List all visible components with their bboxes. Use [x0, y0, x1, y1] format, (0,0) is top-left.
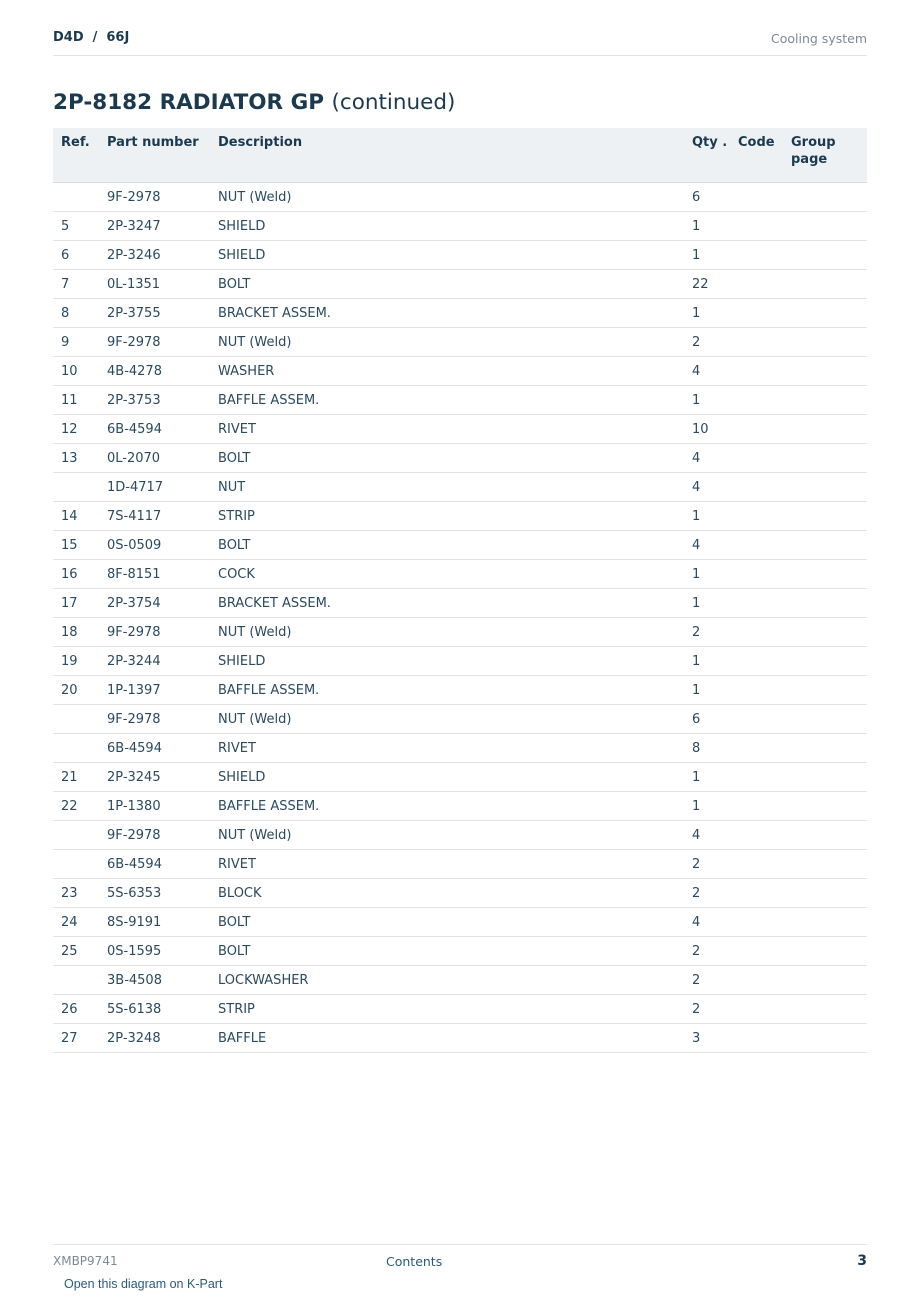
code-cell: [730, 937, 783, 966]
ref-cell: [53, 821, 99, 850]
part-number-cell: 5S-6138: [99, 995, 210, 1024]
code-cell: [730, 531, 783, 560]
page-number: 3: [857, 1253, 867, 1269]
part-number-cell: 3B-4508: [99, 966, 210, 995]
qty-cell: 3: [684, 1024, 730, 1053]
ref-cell: [53, 705, 99, 734]
code-cell: [730, 241, 783, 270]
ref-cell: 7: [53, 270, 99, 299]
ref-cell: [53, 183, 99, 212]
table-row: [53, 763, 867, 792]
col-header-group-page: Group page: [783, 128, 867, 183]
description-cell: NUT (Weld): [210, 821, 684, 850]
qty-cell: 2: [684, 879, 730, 908]
code-cell: [730, 560, 783, 589]
qty-cell: 1: [684, 241, 730, 270]
table-row: [53, 212, 867, 241]
parts-table: [53, 128, 867, 1053]
qty-cell: 2: [684, 328, 730, 357]
code-cell: [730, 763, 783, 792]
code-cell: [730, 357, 783, 386]
part-number-cell: 8F-8151: [99, 560, 210, 589]
table-row: [53, 560, 867, 589]
table-row: [53, 1024, 867, 1053]
ref-cell: 9: [53, 328, 99, 357]
group-page-cell: [783, 792, 867, 821]
description-cell: BRACKET ASSEM.: [210, 299, 684, 328]
group-page-cell: [783, 270, 867, 299]
description-cell: BAFFLE: [210, 1024, 684, 1053]
description-cell: RIVET: [210, 850, 684, 879]
part-number-cell: 4B-4278: [99, 357, 210, 386]
title-suffix: (continued): [331, 90, 456, 115]
description-cell: NUT (Weld): [210, 183, 684, 212]
group-page-cell: [783, 850, 867, 879]
part-number-cell: 2P-3248: [99, 1024, 210, 1053]
group-page-cell: [783, 879, 867, 908]
part-number-cell: 2P-3245: [99, 763, 210, 792]
code-cell: [730, 299, 783, 328]
col-header-description: Description: [210, 128, 684, 183]
table-row: [53, 444, 867, 473]
qty-cell: 1: [684, 212, 730, 241]
part-number-cell: 0S-1595: [99, 937, 210, 966]
part-number-cell: 9F-2978: [99, 821, 210, 850]
description-cell: BAFFLE ASSEM.: [210, 386, 684, 415]
code-cell: [730, 386, 783, 415]
code-cell: [730, 618, 783, 647]
description-cell: SHIELD: [210, 241, 684, 270]
ref-cell: 24: [53, 908, 99, 937]
description-cell: BOLT: [210, 937, 684, 966]
col-header-code: Code: [730, 128, 783, 183]
qty-cell: 1: [684, 792, 730, 821]
part-number-cell: 5S-6353: [99, 879, 210, 908]
group-page-cell: [783, 705, 867, 734]
group-page-cell: [783, 821, 867, 850]
table-row: [53, 270, 867, 299]
ref-cell: 16: [53, 560, 99, 589]
code-cell: [730, 676, 783, 705]
ref-cell: 21: [53, 763, 99, 792]
table-row: [53, 676, 867, 705]
table-row: [53, 879, 867, 908]
part-number-cell: 7S-4117: [99, 502, 210, 531]
part-number-cell: 2P-3246: [99, 241, 210, 270]
group-page-cell: [783, 386, 867, 415]
code-cell: [730, 473, 783, 502]
table-row: [53, 473, 867, 502]
group-title: 2P-8182 RADIATOR GP: [53, 90, 324, 115]
group-page-cell: [783, 908, 867, 937]
ref-cell: 5: [53, 212, 99, 241]
code-cell: [730, 328, 783, 357]
group-page-cell: [783, 589, 867, 618]
part-number-cell: 9F-2978: [99, 705, 210, 734]
qty-cell: 1: [684, 560, 730, 589]
table-row: [53, 502, 867, 531]
ref-cell: 27: [53, 1024, 99, 1053]
ref-cell: 14: [53, 502, 99, 531]
group-page-cell: [783, 937, 867, 966]
group-page-cell: [783, 473, 867, 502]
group-page-cell: [783, 502, 867, 531]
table-row: [53, 821, 867, 850]
table-row: [53, 241, 867, 270]
code-cell: [730, 995, 783, 1024]
qty-cell: 10: [684, 415, 730, 444]
ref-cell: 6: [53, 241, 99, 270]
parts-table-body: [53, 183, 867, 1053]
ref-cell: 22: [53, 792, 99, 821]
ref-cell: 11: [53, 386, 99, 415]
part-number-cell: 0L-1351: [99, 270, 210, 299]
group-page-cell: [783, 299, 867, 328]
group-page-cell: [783, 357, 867, 386]
description-cell: BRACKET ASSEM.: [210, 589, 684, 618]
ref-cell: 8: [53, 299, 99, 328]
qty-cell: 2: [684, 937, 730, 966]
table-row: [53, 531, 867, 560]
description-cell: NUT (Weld): [210, 328, 684, 357]
group-page-cell: [783, 531, 867, 560]
group-page-cell: [783, 763, 867, 792]
code-cell: [730, 705, 783, 734]
code-cell: [730, 589, 783, 618]
group-page-cell: [783, 241, 867, 270]
contents-link[interactable]: Contents: [386, 1254, 443, 1269]
group-page-cell: [783, 328, 867, 357]
qty-cell: 2: [684, 850, 730, 879]
qty-cell: 2: [684, 995, 730, 1024]
group-page-cell: [783, 415, 867, 444]
ref-cell: 17: [53, 589, 99, 618]
group-page-cell: [783, 183, 867, 212]
part-number-cell: 0S-0509: [99, 531, 210, 560]
qty-cell: 4: [684, 357, 730, 386]
kpart-diagram-link[interactable]: Open this diagram on K-Part: [64, 1277, 223, 1291]
serial-label: 66J: [106, 30, 130, 45]
qty-cell: 1: [684, 299, 730, 328]
qty-cell: 2: [684, 966, 730, 995]
ref-cell: 12: [53, 415, 99, 444]
table-row: [53, 589, 867, 618]
part-number-cell: 2P-3755: [99, 299, 210, 328]
ref-cell: 20: [53, 676, 99, 705]
group-page-cell: [783, 647, 867, 676]
qty-cell: 4: [684, 821, 730, 850]
ref-cell: [53, 850, 99, 879]
qty-cell: 1: [684, 763, 730, 792]
description-cell: SHIELD: [210, 763, 684, 792]
table-row: [53, 618, 867, 647]
group-page-cell: [783, 966, 867, 995]
description-cell: BOLT: [210, 270, 684, 299]
description-cell: NUT (Weld): [210, 618, 684, 647]
ref-cell: 15: [53, 531, 99, 560]
part-number-cell: 6B-4594: [99, 850, 210, 879]
description-cell: STRIP: [210, 995, 684, 1024]
table-row: [53, 299, 867, 328]
qty-cell: 4: [684, 531, 730, 560]
col-header-ref: Ref.: [53, 128, 99, 183]
table-row: [53, 937, 867, 966]
code-cell: [730, 966, 783, 995]
section-name: Cooling system: [771, 31, 867, 46]
code-cell: [730, 502, 783, 531]
code-cell: [730, 879, 783, 908]
part-number-cell: 6B-4594: [99, 734, 210, 763]
part-number-cell: 1D-4717: [99, 473, 210, 502]
group-page-cell: [783, 995, 867, 1024]
code-cell: [730, 270, 783, 299]
table-row: [53, 386, 867, 415]
group-page-cell: [783, 212, 867, 241]
part-number-cell: 2P-3247: [99, 212, 210, 241]
description-cell: SHIELD: [210, 647, 684, 676]
ref-cell: [53, 473, 99, 502]
qty-cell: 1: [684, 676, 730, 705]
ref-cell: 25: [53, 937, 99, 966]
ref-cell: 18: [53, 618, 99, 647]
description-cell: WASHER: [210, 357, 684, 386]
group-page-cell: [783, 560, 867, 589]
qty-cell: 4: [684, 444, 730, 473]
part-number-cell: 9F-2978: [99, 328, 210, 357]
breadcrumb-separator: /: [92, 30, 98, 45]
part-number-cell: 2P-3753: [99, 386, 210, 415]
group-page-cell: [783, 444, 867, 473]
qty-cell: 4: [684, 473, 730, 502]
page-header: [53, 28, 867, 56]
part-number-cell: 9F-2978: [99, 183, 210, 212]
part-number-cell: 9F-2978: [99, 618, 210, 647]
qty-cell: 1: [684, 386, 730, 415]
parts-table-header: [53, 128, 867, 183]
col-header-qty: Qty .: [684, 128, 730, 183]
ref-cell: 19: [53, 647, 99, 676]
ref-cell: 13: [53, 444, 99, 473]
page-footer: [53, 1244, 867, 1295]
page-title: [53, 90, 455, 115]
col-header-part-number: Part number: [99, 128, 210, 183]
table-row: [53, 328, 867, 357]
part-number-cell: 1P-1397: [99, 676, 210, 705]
group-page-cell: [783, 676, 867, 705]
group-page-cell: [783, 618, 867, 647]
description-cell: BAFFLE ASSEM.: [210, 676, 684, 705]
description-cell: RIVET: [210, 734, 684, 763]
code-cell: [730, 821, 783, 850]
description-cell: BAFFLE ASSEM.: [210, 792, 684, 821]
description-cell: SHIELD: [210, 212, 684, 241]
ref-cell: [53, 734, 99, 763]
table-row: [53, 734, 867, 763]
description-cell: LOCKWASHER: [210, 966, 684, 995]
ref-cell: [53, 966, 99, 995]
qty-cell: 1: [684, 589, 730, 618]
description-cell: NUT (Weld): [210, 705, 684, 734]
table-row: [53, 357, 867, 386]
description-cell: NUT: [210, 473, 684, 502]
description-cell: BOLT: [210, 531, 684, 560]
description-cell: COCK: [210, 560, 684, 589]
code-cell: [730, 792, 783, 821]
ref-cell: 23: [53, 879, 99, 908]
part-number-cell: 2P-3754: [99, 589, 210, 618]
table-row: [53, 792, 867, 821]
code-cell: [730, 415, 783, 444]
ref-cell: 26: [53, 995, 99, 1024]
group-page-cell: [783, 1024, 867, 1053]
code-cell: [730, 647, 783, 676]
description-cell: STRIP: [210, 502, 684, 531]
description-cell: BOLT: [210, 908, 684, 937]
qty-cell: 6: [684, 705, 730, 734]
table-row: [53, 908, 867, 937]
code-cell: [730, 734, 783, 763]
code-cell: [730, 908, 783, 937]
part-number-cell: 1P-1380: [99, 792, 210, 821]
description-cell: RIVET: [210, 415, 684, 444]
qty-cell: 2: [684, 618, 730, 647]
code-cell: [730, 183, 783, 212]
model-label: D4D: [53, 30, 84, 45]
qty-cell: 8: [684, 734, 730, 763]
document-code: XMBP9741: [53, 1254, 118, 1268]
qty-cell: 1: [684, 502, 730, 531]
qty-cell: 4: [684, 908, 730, 937]
part-number-cell: 2P-3244: [99, 647, 210, 676]
code-cell: [730, 1024, 783, 1053]
table-row: [53, 415, 867, 444]
table-row: [53, 647, 867, 676]
part-number-cell: 8S-9191: [99, 908, 210, 937]
code-cell: [730, 444, 783, 473]
breadcrumb: [53, 30, 129, 45]
description-cell: BOLT: [210, 444, 684, 473]
part-number-cell: 6B-4594: [99, 415, 210, 444]
table-row: [53, 850, 867, 879]
qty-cell: 6: [684, 183, 730, 212]
table-row: [53, 995, 867, 1024]
qty-cell: 22: [684, 270, 730, 299]
code-cell: [730, 212, 783, 241]
table-row: [53, 183, 867, 212]
group-page-cell: [783, 734, 867, 763]
table-row: [53, 966, 867, 995]
qty-cell: 1: [684, 647, 730, 676]
part-number-cell: 0L-2070: [99, 444, 210, 473]
description-cell: BLOCK: [210, 879, 684, 908]
table-row: [53, 705, 867, 734]
code-cell: [730, 850, 783, 879]
ref-cell: 10: [53, 357, 99, 386]
